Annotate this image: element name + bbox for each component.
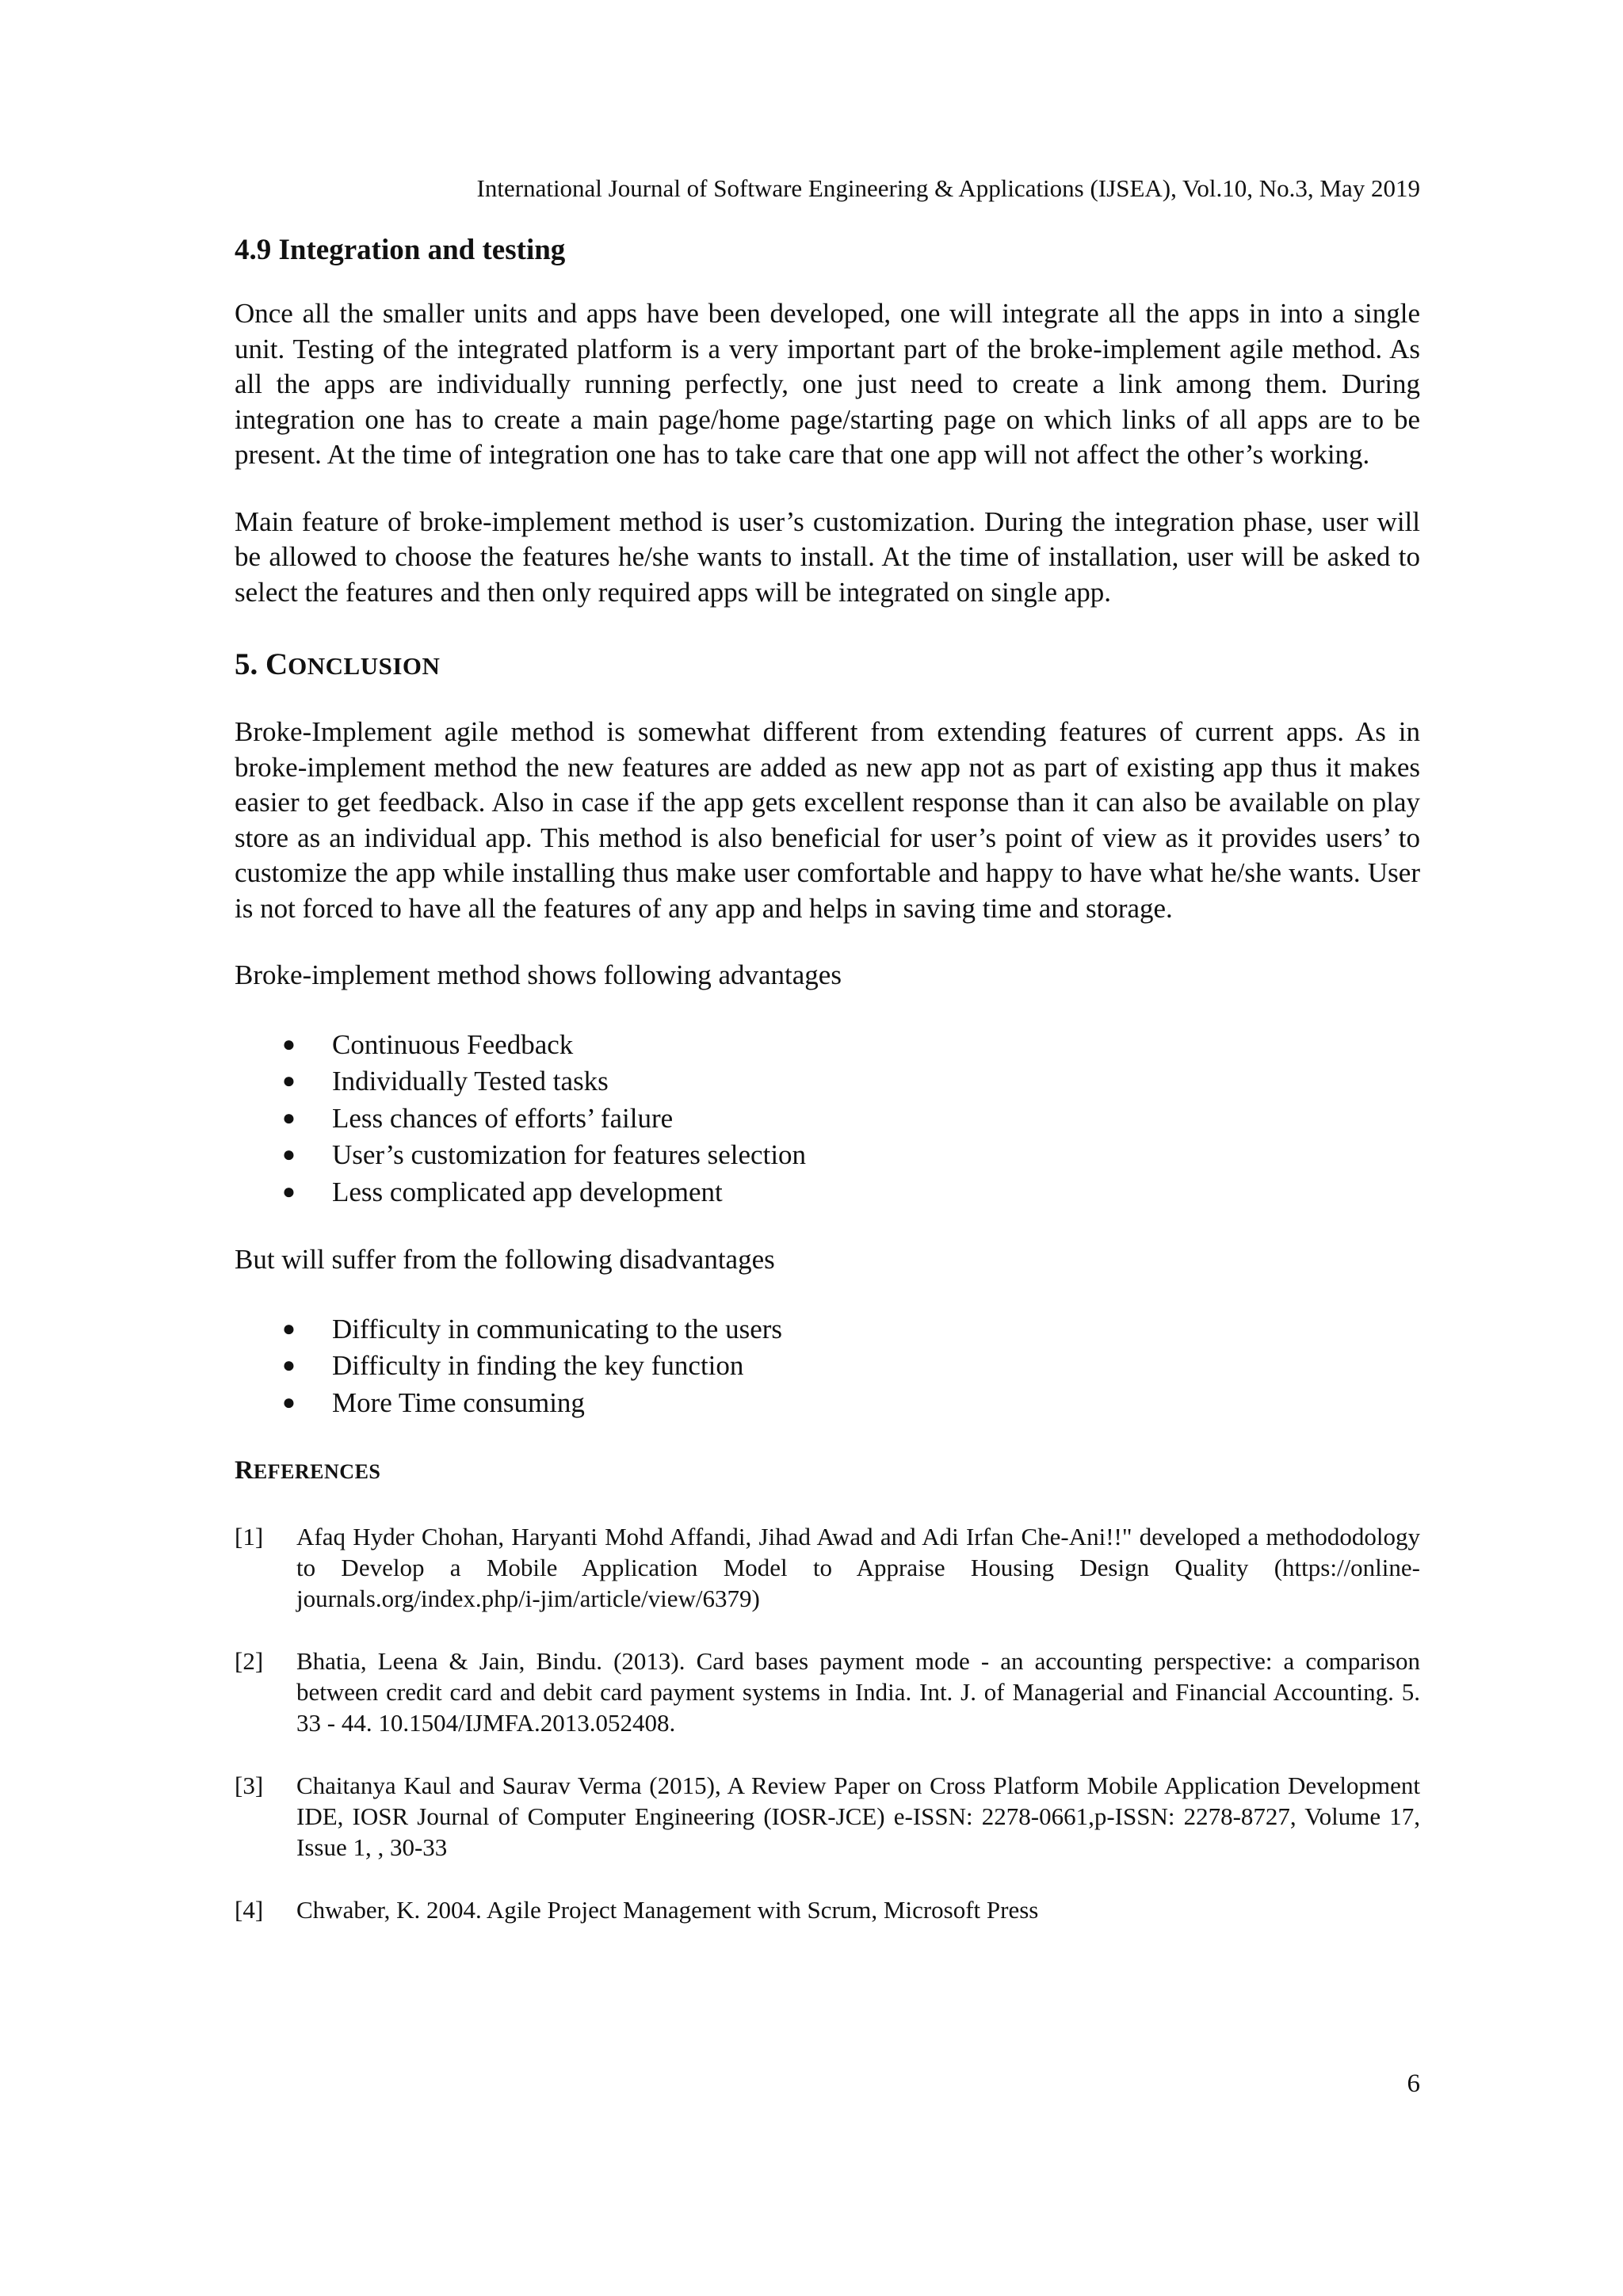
list-item <box>282 1174 1420 1211</box>
list-item-text: Difficulty in communicating to the users <box>332 1313 782 1344</box>
bullet-icon: ● <box>282 1390 296 1415</box>
bullet-icon: ● <box>282 1316 296 1341</box>
list-item-text: Individually Tested tasks <box>332 1066 609 1097</box>
bullet-icon: ● <box>282 1105 296 1131</box>
bullet-icon: ● <box>282 1069 296 1093</box>
list-item-text: Less complicated app development <box>332 1176 723 1207</box>
list-item <box>282 1063 1420 1100</box>
list-item-text: More Time consuming <box>332 1386 585 1418</box>
list-item-text: User’s customization for features selection <box>332 1139 807 1170</box>
references-heading-rest: EFERENCES <box>253 1460 381 1483</box>
list-item <box>282 1027 1420 1064</box>
list-item-text: Less chances of efforts’ failure <box>332 1102 674 1134</box>
reference-item <box>235 1894 1420 1925</box>
disadvantages-list <box>235 1311 1420 1422</box>
paper-page <box>235 0 1420 2296</box>
running-header: International Journal of Software Engineering & Applications (IJSEA), Vol.10, No.3, May 2019 <box>476 174 1420 202</box>
section-heading-references <box>235 1453 1420 1489</box>
list-item <box>282 1100 1420 1138</box>
reference-text: Afaq Hyder Chohan, Haryanti Mohd Affandi, Jihad Awad and Adi Irfan Che-Ani!!" developed a methododology to Develop a Mobile Application Model to Appraise Housing Design Quality (https://online-journals.org/index.php/i-jim/article/view/6379) <box>296 1523 1420 1612</box>
bullet-icon: ● <box>282 1353 296 1378</box>
reference-number: [2] <box>235 1647 264 1675</box>
list-item <box>282 1348 1420 1385</box>
page-content <box>235 231 1420 1925</box>
reference-number: [1] <box>235 1523 264 1550</box>
section-heading-integration: 4.9 Integration and testing <box>235 234 566 266</box>
reference-number: [3] <box>235 1772 264 1799</box>
list-item-text: Continuous Feedback <box>332 1028 574 1060</box>
bullet-icon: ● <box>282 1032 296 1057</box>
advantages-list <box>235 1027 1420 1211</box>
paragraph-integration-2: Main feature of broke-implement method is user’s customization. During the integration phase, user will be allowed to choose the features he/she wants to install. At the time of installation, user will be asked to select the features and then only required apps will be integrated on single app. <box>235 505 1420 608</box>
list-item <box>282 1385 1420 1422</box>
bullet-icon: ● <box>282 1179 296 1204</box>
disadvantages-intro: But will suffer from the following disadvantages <box>235 1244 775 1275</box>
paragraph-integration-1: Once all the smaller units and apps have been developed, one will integrate all the apps in into a single unit. Testing of the integrated platform is a very important part of the broke-implement agile method. As all the apps are individually running perfectly, one just need to create a link among them. During integration one has to create a main page/home page/starting page on which links of all apps are to be present. At the time of integration one has to take care that one app will not affect the other’s working. <box>235 298 1420 470</box>
list-item <box>282 1137 1420 1174</box>
advantages-intro: Broke-implement method shows following advantages <box>235 959 842 990</box>
conclusion-heading-rest: ONCLUSION <box>288 652 441 680</box>
reference-item <box>235 1521 1420 1614</box>
conclusion-heading-number: 5. C <box>235 647 288 681</box>
bullet-icon: ● <box>282 1142 296 1167</box>
reference-item <box>235 1646 1420 1738</box>
paragraph-conclusion: Broke-Implement agile method is somewhat different from extending features of current apps. As in broke-implement method the new features are added as new app not as part of existing app thus it makes easier to get feedback. Also in case if the app gets excellent response than it can also be available on play store as an individual app. This method is also beneficial for user’s point of view as it provides users’ to customize the app while installing thus make user comfortable and happy to have what he/she wants. User is not forced to have all the features of any app and helps in saving time and storage. <box>235 716 1420 924</box>
list-item <box>282 1311 1420 1348</box>
references-heading-first: R <box>235 1456 254 1485</box>
page-number: 6 <box>1407 2069 1420 2098</box>
reference-text: Bhatia, Leena & Jain, Bindu. (2013). Card bases payment mode - an accounting perspective: a comparison between credit card and debit card payment systems in India. Int. J. of Managerial and Financial Accounting. 5. 33 - 44. 10.1504/IJMFA.2013.052408. <box>296 1647 1420 1737</box>
reference-text: Chwaber, K. 2004. Agile Project Management with Scrum, Microsoft Press <box>296 1896 1039 1924</box>
reference-text: Chaitanya Kaul and Saurav Verma (2015), A Review Paper on Cross Platform Mobile Application Development IDE, IOSR Journal of Computer Engineering (IOSR-JCE) e-ISSN: 2278-0661,p-ISSN: 2278-8727, Volume 17, Issue 1, , 30-33 <box>296 1772 1420 1861</box>
section-heading-conclusion <box>235 645 1420 686</box>
reference-number: [4] <box>235 1896 264 1924</box>
reference-item <box>235 1770 1420 1863</box>
reference-list <box>235 1521 1420 1925</box>
list-item-text: Difficulty in finding the key function <box>332 1350 744 1381</box>
